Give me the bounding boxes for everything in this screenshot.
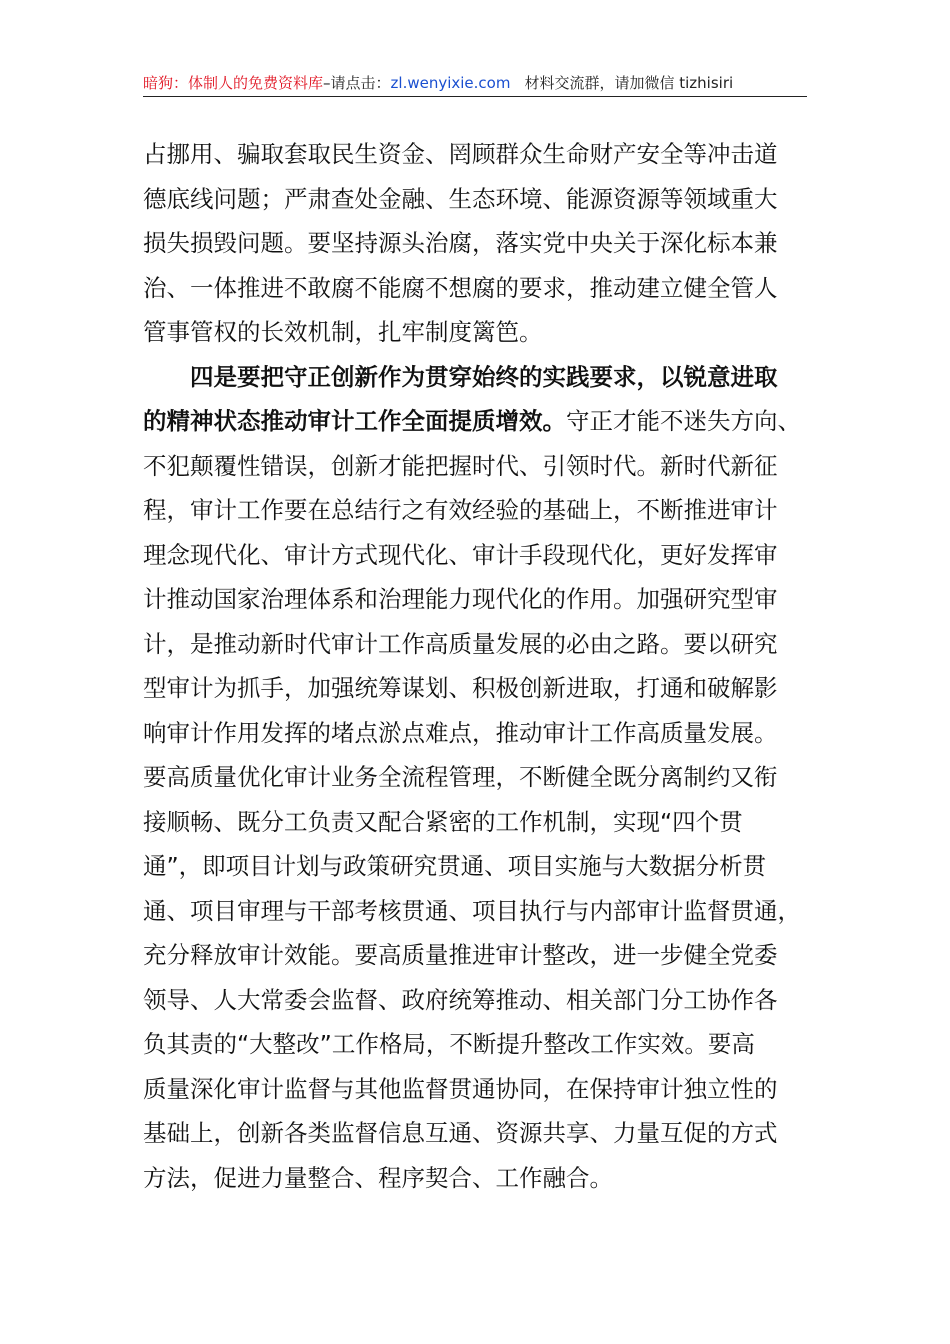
text-line: 接顺畅、既分工负责又配合紧密的工作机制，实现“四个贯 [143,807,743,836]
header-divider [143,96,807,97]
text-line: 管事管权的长效机制，扎牢制度篱笆。 [143,318,543,346]
page-header [143,68,807,98]
paragraph-1 [143,132,807,355]
text-line: 不犯颠覆性错误，创新才能把握时代、引领时代。新时代新征 [143,451,778,480]
text-line: 要高质量优化审计业务全流程管理，不断健全既分离制约又衔 [143,763,778,791]
text-line: 响审计作用发挥的堵点淤点难点，推动审计工作高质量发展。 [143,718,778,747]
text-span: 守正才能不迷失方向、 [566,407,801,435]
paragraph-heading-end: 的精神状态推动审计工作全面提质增效。 [143,407,566,435]
document-body [143,132,807,1200]
text-line [143,399,807,444]
paragraph-2 [143,355,807,1201]
text-line: 型审计为抓手，加强统筹谋划、积极创新进取，打通和破解影 [143,674,778,702]
text-line: 通、项目审理与干部考核贯通、项目执行与内部审计监督贯通， [143,896,801,925]
text-line: 充分释放审计效能。要高质量推进审计整改，进一步健全党委 [143,941,778,969]
header-prompt: –请点击： [323,74,391,92]
header-note: 材料交流群，请加微信 tizhisiri [524,74,734,92]
text-line: 质量深化审计监督与其他监督贯通协同，在保持审计独立性的 [143,1074,778,1103]
paragraph-heading-line: 四是要把守正创新作为贯穿始终的实践要求，以锐意进取 [190,362,778,391]
header-brand: 暗狗：体制人的免费资料库 [143,74,324,92]
text-line: 负其责的“大整改”工作格局，不断提升整改工作实效。要高 [143,1030,755,1058]
text-line: 基础上，创新各类监督信息互通、资源共享、力量互促的方式 [143,1119,778,1147]
text-line: 领导、人大常委会监督、政府统筹推动、相关部门分工协作各 [143,985,778,1014]
text-line: 占挪用、骗取套取民生资金、罔顾群众生命财产安全等冲击道 [143,140,778,168]
header-url-link[interactable]: zl.wenyixie.com [390,74,511,92]
text-line: 方法，促进力量整合、程序契合、工作融合。 [143,1163,613,1192]
text-line: 损失损毁问题。要坚持源头治腐，落实党中央关于深化标本兼 [143,229,778,257]
text-line: 理念现代化、审计方式现代化、审计手段现代化，更好发挥审 [143,540,778,569]
text-line: 计，是推动新时代审计工作高质量发展的必由之路。要以研究 [143,629,778,658]
text-line: 程，审计工作要在总结行之有效经验的基础上，不断推进审计 [143,496,778,524]
text-line: 德底线问题；严肃查处金融、生态环境、能源资源等领域重大 [143,184,778,213]
text-line: 计推动国家治理体系和治理能力现代化的作用。加强研究型审 [143,585,778,613]
text-line: 通”，即项目计划与政策研究贯通、项目实施与大数据分析贯 [143,852,767,880]
text-line: 治、一体推进不敢腐不能腐不想腐的要求，推动建立健全管人 [143,273,778,302]
